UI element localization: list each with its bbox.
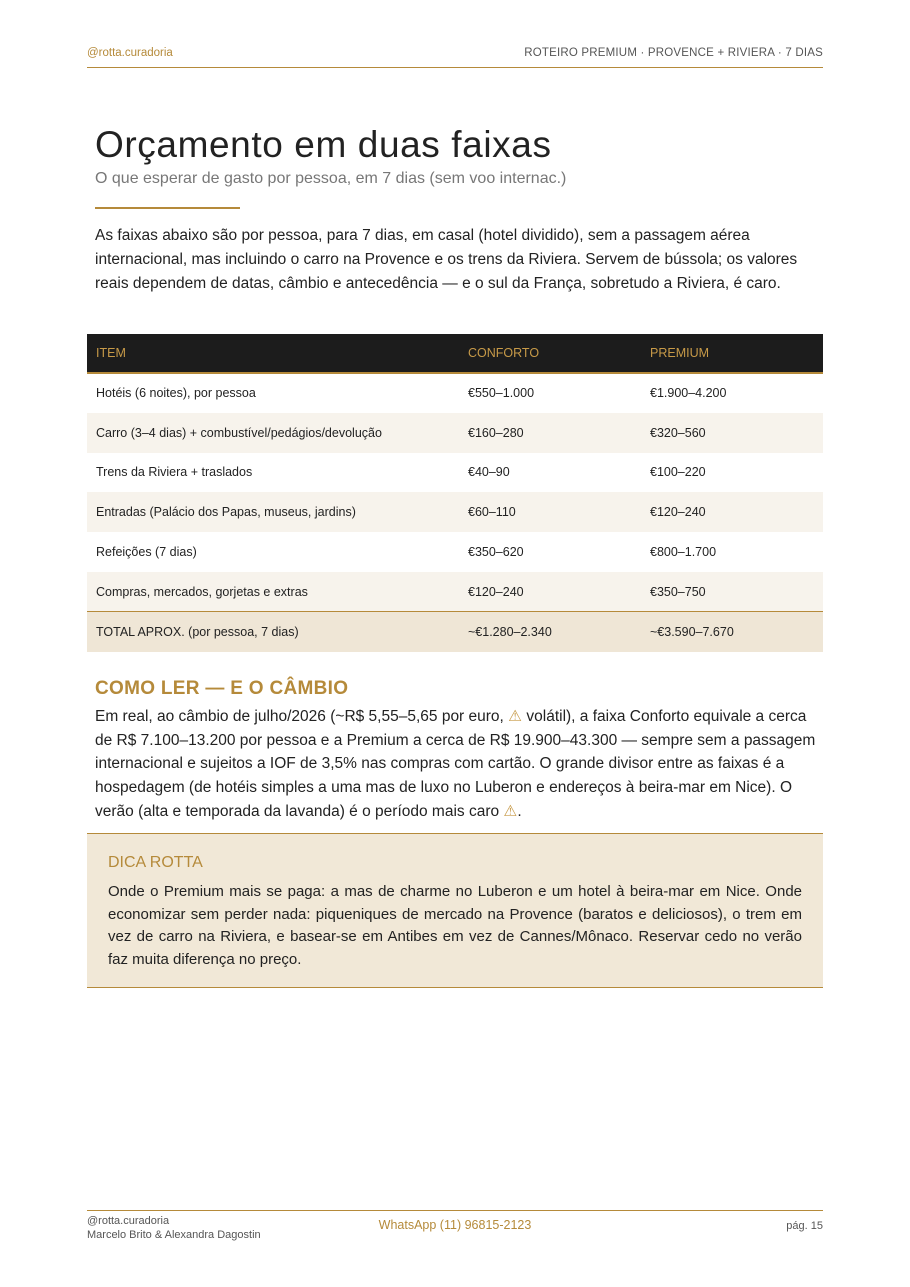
tip-body: Onde o Premium mais se paga: a mas de charme no Luberon e um hotel à beira-mar em Nice. Onde economizar sem perder nada: piqueniques de mercado na Provence (baratos e deliciosos), o trem em vez de carro na Riviera, e basear-se em Antibes em vez de Cannes/Mônaco. Reservar cedo no verão faz muita diferença no preço. bbox=[108, 883, 802, 969]
section-body-como-ler bbox=[95, 705, 817, 824]
reading-text-part: Em real, ao câmbio de julho/2026 (~R$ 5,55–5,65 por euro, bbox=[95, 708, 509, 725]
cell-premium: €1.900–4.200 bbox=[650, 386, 727, 401]
page-subtitle: O que esperar de gasto por pessoa, em 7 dias (sem voo internac.) bbox=[95, 170, 567, 187]
cell-item: Refeições (7 dias) bbox=[96, 545, 197, 560]
cell-item: Entradas (Palácio dos Papas, museus, jardins) bbox=[87, 492, 459, 532]
cell-premium: €800–1.700 bbox=[650, 545, 717, 560]
footer-contact: WhatsApp (11) 96815-2123 bbox=[378, 1218, 532, 1232]
section-title-como-ler: COMO LER — E O CÂMBIO bbox=[95, 678, 349, 699]
table-row bbox=[87, 532, 823, 572]
cell-conforto: €120–240 bbox=[459, 572, 641, 612]
warning-icon: ⚠ bbox=[503, 802, 518, 820]
cell-conforto: €550–1.000 bbox=[468, 386, 535, 401]
warning-icon: ⚠ bbox=[508, 708, 523, 725]
cell-item: Carro (3–4 dias) + combustível/pedágios/devolução bbox=[87, 413, 459, 453]
table-row bbox=[87, 492, 823, 532]
cell-item: Compras, mercados, gorjetas e extras bbox=[87, 572, 459, 612]
table-row bbox=[87, 572, 823, 612]
tip-title: DICA ROTTA bbox=[108, 854, 203, 871]
table-row bbox=[87, 373, 823, 413]
cell-premium: €320–560 bbox=[641, 413, 823, 453]
footer-authors: Marcelo Brito & Alexandra Dagostin bbox=[87, 1229, 261, 1241]
footer-handle: @rotta.curadoria bbox=[87, 1215, 170, 1227]
table-header-row bbox=[87, 334, 823, 373]
total-premium: ~€3.590–7.670 bbox=[641, 612, 823, 652]
header-series-title: ROTEIRO PREMIUM · PROVENCE + RIVIERA · 7 DIAS bbox=[524, 47, 823, 59]
intro-paragraph: As faixas abaixo são por pessoa, para 7 dias, em casal (hotel dividido), sem a passagem aérea internacional, mas incluindo o carro na Provence e os trens da Riviera. Servem de bússola; os valores reais dependem de datas, câmbio e antecedência — e o sul da França, sobretudo a Riviera, é caro. bbox=[95, 227, 798, 292]
table-row bbox=[87, 413, 823, 453]
table-row bbox=[87, 453, 823, 493]
cell-conforto: €40–90 bbox=[468, 465, 510, 480]
cell-conforto: €160–280 bbox=[459, 413, 641, 453]
header-handle: @rotta.curadoria bbox=[87, 47, 173, 59]
reading-text-part: volátil), a faixa Conforto equivale a cerca de R$ 7.100–13.200 por pessoa e a Premium a cerca de R$ 19.900–43.300 — sempre sem a passagem internacional e sujeitos a IOF de 3,5% nas compras com cartão. O grande divisor entre as faixas é a hospedagem (de hotéis simples a uma mas de luxo no Luberon e endereços à beira-mar em Nice). O verão (alta e temporada da lavanda) é o período mais caro bbox=[95, 708, 816, 820]
reading-text-part: . bbox=[517, 802, 522, 820]
tip-callout bbox=[87, 833, 823, 988]
cell-premium: €120–240 bbox=[641, 492, 823, 532]
cell-premium: €100–220 bbox=[650, 465, 706, 480]
cell-conforto: €60–110 bbox=[459, 492, 641, 532]
table-total-row bbox=[87, 612, 823, 652]
column-header-premium: PREMIUM bbox=[641, 334, 823, 373]
cell-item: Hotéis (6 noites), por pessoa bbox=[96, 386, 256, 401]
page-header bbox=[87, 47, 823, 68]
cell-item: Trens da Riviera + traslados bbox=[96, 465, 253, 480]
column-header-item: ITEM bbox=[87, 334, 459, 373]
total-label: TOTAL APROX. (por pessoa, 7 dias) bbox=[87, 612, 459, 652]
cell-conforto: €350–620 bbox=[468, 545, 524, 560]
title-divider bbox=[95, 207, 240, 209]
page-number: pág. 15 bbox=[786, 1220, 823, 1232]
cell-premium: €350–750 bbox=[641, 572, 823, 612]
page-title: Orçamento em duas faixas bbox=[95, 124, 552, 165]
page-footer bbox=[87, 1210, 823, 1250]
total-conforto: ~€1.280–2.340 bbox=[459, 612, 641, 652]
budget-table bbox=[87, 334, 823, 652]
column-header-conforto: CONFORTO bbox=[459, 334, 641, 373]
